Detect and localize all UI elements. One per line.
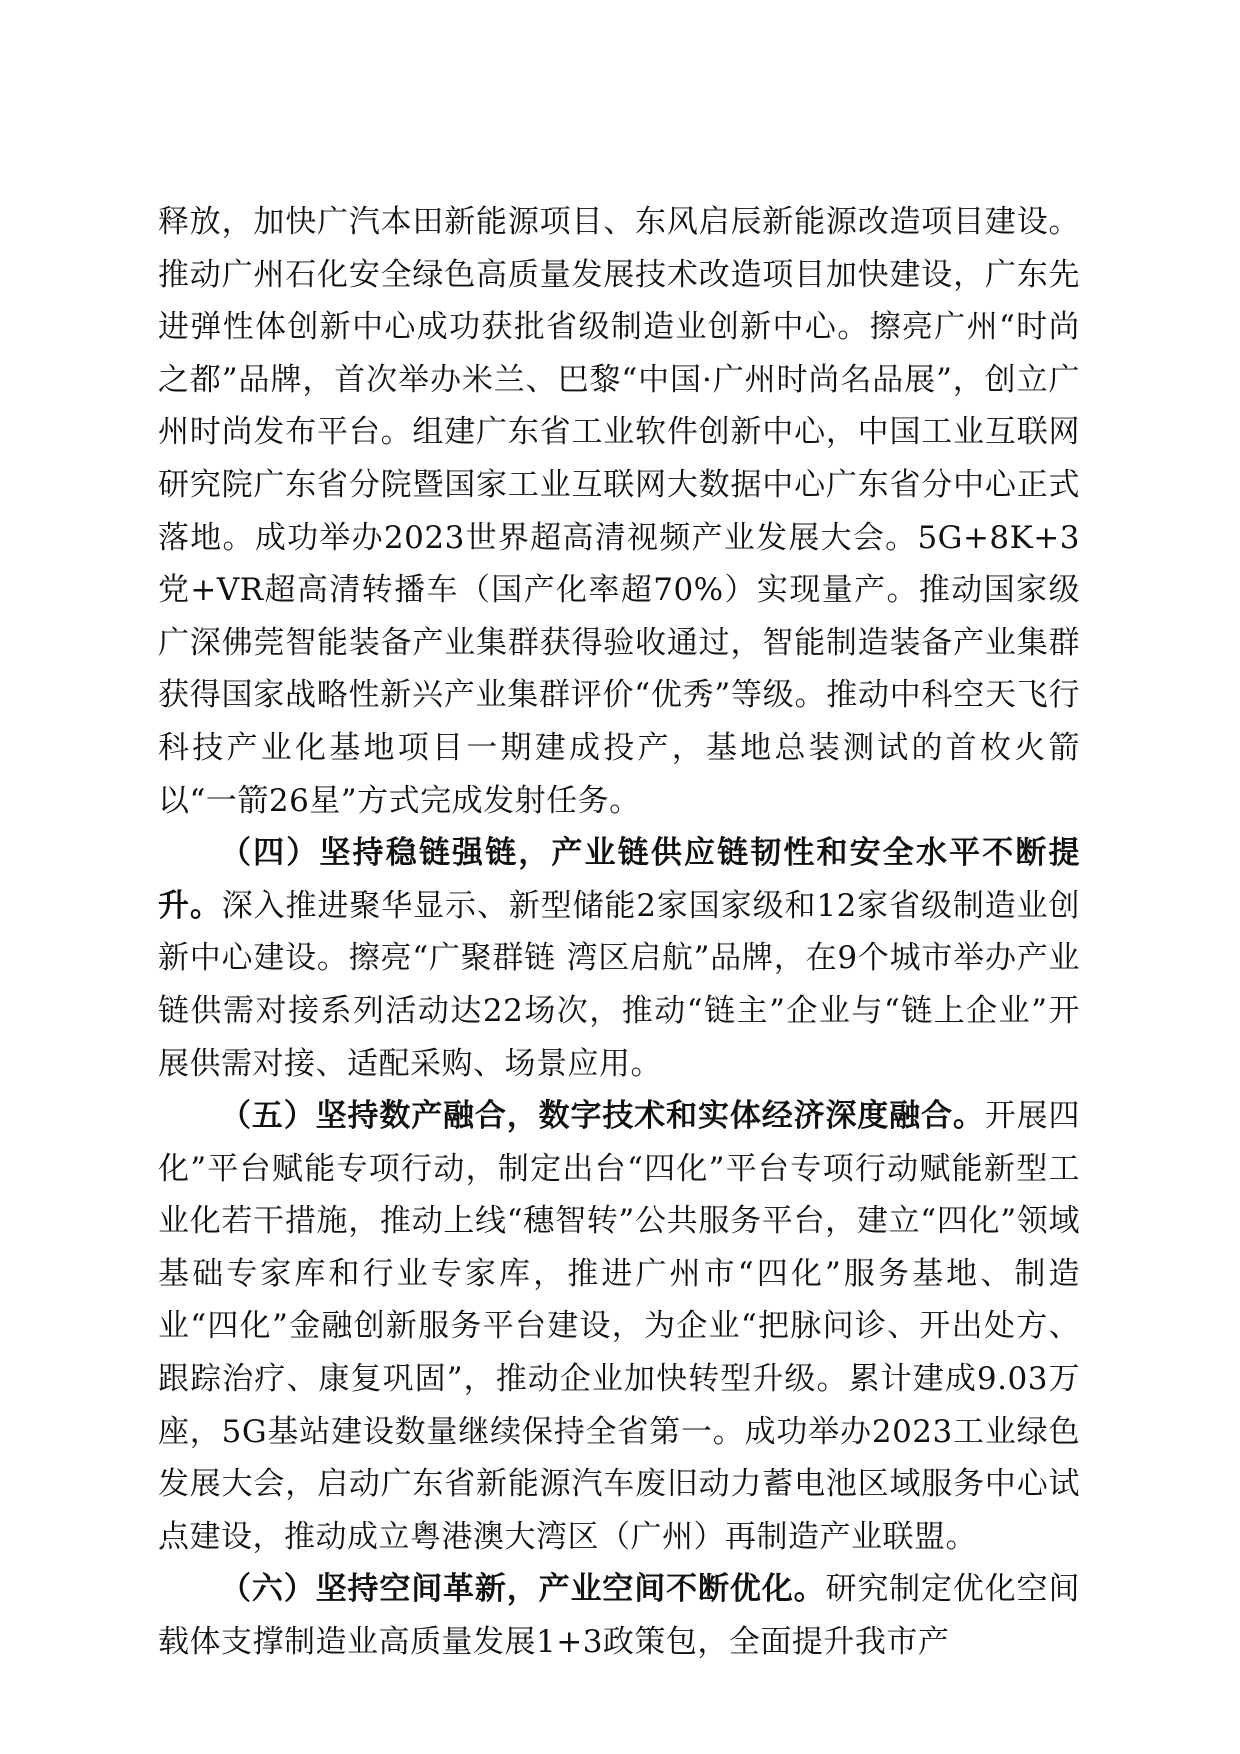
section-heading: （五）坚持数产融合，数字技术和实体经济深度融合。: [220, 1098, 985, 1135]
section-heading: （六）坚持空间革新，产业空间不断优化。: [220, 1571, 826, 1608]
paragraph-section-6: [158, 1563, 1080, 1668]
paragraph-body: 深入推进聚华显示、新型储能2家国家级和12家省级制造业创新中心建设。擦亮“广聚群链 湾区启航”品牌，在9个城市举办产业链供需对接系列活动达22场次，推动“链主”企业与“链上企业”开展供需对接、适配采购、场景应用。: [158, 887, 1081, 1082]
paragraph-section-4: [158, 827, 1080, 1090]
section-heading: （四）坚持稳链强链，产业链供应链韧性和安全水平不断提升。: [158, 835, 1080, 924]
document-page: [158, 196, 1080, 1669]
paragraph-body: 研究制定优化空间载体支撑制造业高质量发展1+3政策包，全面提升我市产: [158, 1571, 1081, 1661]
paragraph-body: 释放，加快广汽本田新能源项目、东风启辰新能源改造项目建设。推动广州石化安全绿色高质量发展技术改造项目加快建设，广东先进弹性体创新中心成功获批省级制造业创新中心。擦亮广州“时尚之都”品牌，首次举办米兰、巴黎“中国·广州时尚名品展”，创立广州时尚发布平台。组建广东省工业软件创新中心，中国工业互联网研究院广东省分院暨国家工业互联网大数据中心广东省分中心正式落地。成功举办2023世界超高清视频产业发展大会。5G+8K+3党+VR超高清转播车（国产化率超70%）实现量产。推动国家级广深佛莞智能装备产业集群获得验收通过，智能制造装备产业集群获得国家战略性新兴产业集群评价“优秀”等级。推动中科空天飞行科技产业化基地项目一期建成投产，基地总装测试的首枚火箭以“一箭26星”方式完成发射任务。: [158, 204, 1080, 819]
paragraph-section-5: [158, 1090, 1080, 1563]
paragraph-body: 开展四化”平台赋能专项行动，制定出台“四化”平台专项行动赋能新型工业化若干措施，推动上线“穗智转”公共服务平台，建立“四化”领域基础专家库和行业专家库，推进广州市“四化”服务基地、制造业“四化”金融创新服务平台建设，为企业“把脉问诊、开出处方、跟踪治疗、康复巩固”，推动企业加快转型升级。累计建成9.03万座，5G基站建设数量继续保持全省第一。成功举办2023工业绿色发展大会，启动广东省新能源汽车废旧动力蓄电池区域服务中心试点建设，推动成立粤港澳大湾区（广州）再制造产业联盟。: [158, 1098, 1081, 1555]
paragraph-continued: [158, 196, 1080, 827]
